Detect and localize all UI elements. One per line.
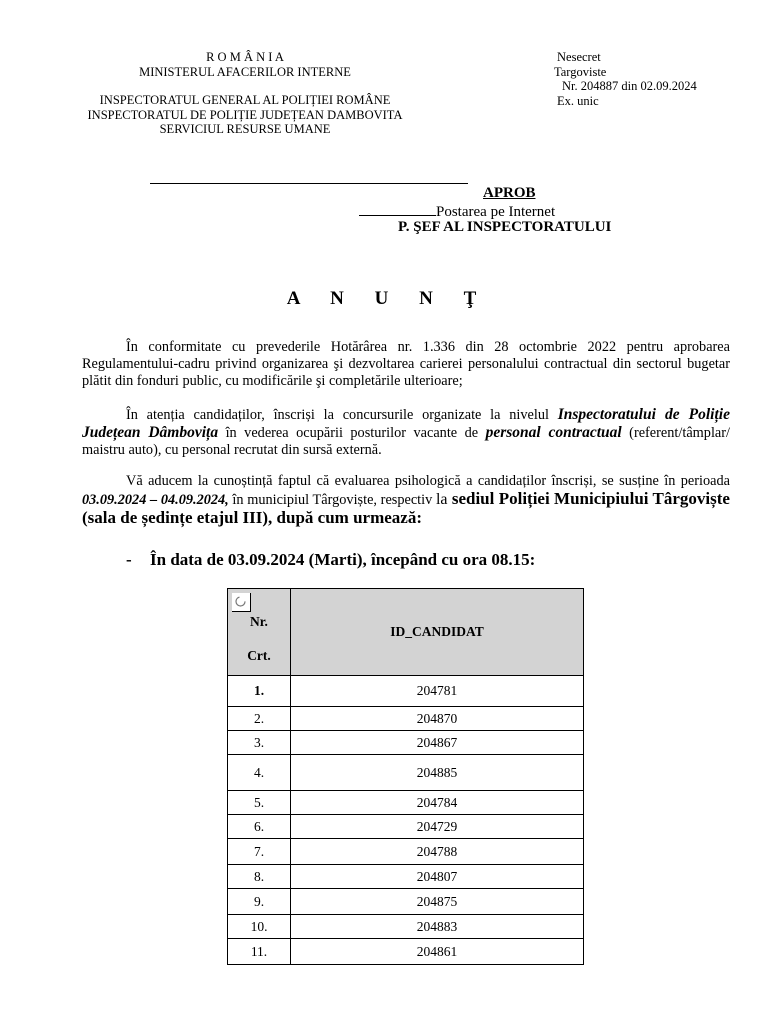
loading-spinner-icon (232, 593, 251, 612)
row-number: 4. (228, 755, 291, 791)
row-number: 8. (228, 865, 291, 889)
col-header-nr-line2: Crt. (247, 648, 271, 663)
evaluation-period: 03.09.2024 – 04.09.2024, (82, 492, 229, 508)
county-inspectorate-name: INSPECTORATUL DE POLIȚIE JUDEȚEAN DAMBOVITA (87, 107, 403, 122)
paragraph-2-part3: (referent/tâmplar/ maistru auto), cu personal recrutat din sursă externă. (82, 425, 730, 458)
table-row (228, 939, 584, 965)
col-header-nr-line1: Nr. (250, 614, 268, 629)
evaluation-location: sediul Poliției Municipiului Târgoviște (sala de ședințe etajul III), după cum urmează: (82, 489, 730, 527)
row-number: 3. (228, 731, 291, 755)
paragraph-2-part1: În atenția candidaților, înscriși la concursurile organizate la nivelul (126, 407, 558, 423)
table-header-row (228, 589, 584, 676)
table-row (228, 755, 584, 791)
candidate-id: 204784 (291, 791, 584, 815)
table-row (228, 791, 584, 815)
row-number: 7. (228, 839, 291, 865)
signature-line (150, 183, 468, 184)
paragraph-evaluation (82, 473, 730, 528)
registration-number: Nr. 204887 din 02.09.2024 (562, 79, 697, 93)
table-row (228, 889, 584, 915)
document-registration (554, 50, 697, 108)
table-body (228, 676, 584, 965)
chief-title: P. ŞEF AL INSPECTORATULUI (398, 219, 612, 235)
row-number: 9. (228, 889, 291, 915)
institution-header (70, 50, 420, 137)
candidate-id: 204861 (291, 939, 584, 965)
row-number: 10. (228, 915, 291, 939)
candidate-id: 204883 (291, 915, 584, 939)
paragraph-candidates (82, 406, 730, 459)
candidate-id: 204788 (291, 839, 584, 865)
candidate-id: 204729 (291, 815, 584, 839)
country-name: R O M Â N I A (206, 50, 284, 64)
table-row (228, 839, 584, 865)
page-title: A N U N Ţ (286, 288, 490, 309)
classification-label: Nesecret (557, 50, 601, 64)
row-number: 11. (228, 939, 291, 965)
paragraph-1-text: În conformitate cu prevederile Hotărârea nr. 1.336 din 28 octombrie 2022 pentru aprobarea Regulamentului-cadru privind organizarea şi dezvoltarea carierei personalului contractual din sectorul bugetar plătit din fonduri public, cu modificările şi completările ulterioare; (82, 339, 730, 389)
paragraph-3-part1: Vă aducem la cunoștință faptul că evaluarea psihologică a candidaților înscriși, se susține în perioada (126, 473, 730, 489)
service-name: SERVICIUL RESURSE UMANE (159, 122, 331, 136)
col-header-nr (228, 589, 291, 676)
candidate-id: 204781 (291, 676, 584, 707)
candidate-id: 204807 (291, 865, 584, 889)
table-row (228, 915, 584, 939)
candidates-table (227, 588, 584, 965)
row-number: 6. (228, 815, 291, 839)
row-number: 2. (228, 707, 291, 731)
table-row (228, 815, 584, 839)
posting-label: Postarea pe Internet (436, 204, 556, 220)
row-number: 5. (228, 791, 291, 815)
candidate-id: 204875 (291, 889, 584, 915)
schedule-date-text: În data de 03.09.2024 (Marti), începând cu ora 08.15: (150, 550, 536, 569)
col-header-id: ID_CANDIDAT (291, 589, 584, 676)
paragraph-3-la: la (435, 491, 448, 508)
candidate-id: 204885 (291, 755, 584, 791)
table-row (228, 676, 584, 707)
schedule-date-heading (126, 550, 535, 570)
table-row (228, 707, 584, 731)
table-row (228, 731, 584, 755)
bullet-dash: - (126, 550, 132, 569)
copies-label: Ex. unic (557, 93, 599, 108)
city-label: Targoviste (554, 64, 607, 79)
candidate-id: 204870 (291, 707, 584, 731)
institution-name: Inspectoratului de Poliție Județean Dâmbovița (82, 406, 730, 441)
approval-heading: APROB (483, 185, 536, 201)
paragraph-legal-basis (82, 339, 730, 390)
staff-type: personal contractual (485, 424, 622, 441)
table-row (228, 865, 584, 889)
posting-blank (359, 203, 436, 216)
general-inspectorate-name: INSPECTORATUL GENERAL AL POLIȚIEI ROMÂNE (99, 93, 391, 107)
paragraph-3-part2: în municipiul Târgoviște, respectiv (228, 492, 436, 508)
paragraph-2-part2: în vederea ocupării posturilor vacante de (218, 425, 486, 441)
row-number: 1. (228, 676, 291, 707)
candidate-id: 204867 (291, 731, 584, 755)
ministry-name: MINISTERUL AFACERILOR INTERNE (139, 64, 351, 79)
